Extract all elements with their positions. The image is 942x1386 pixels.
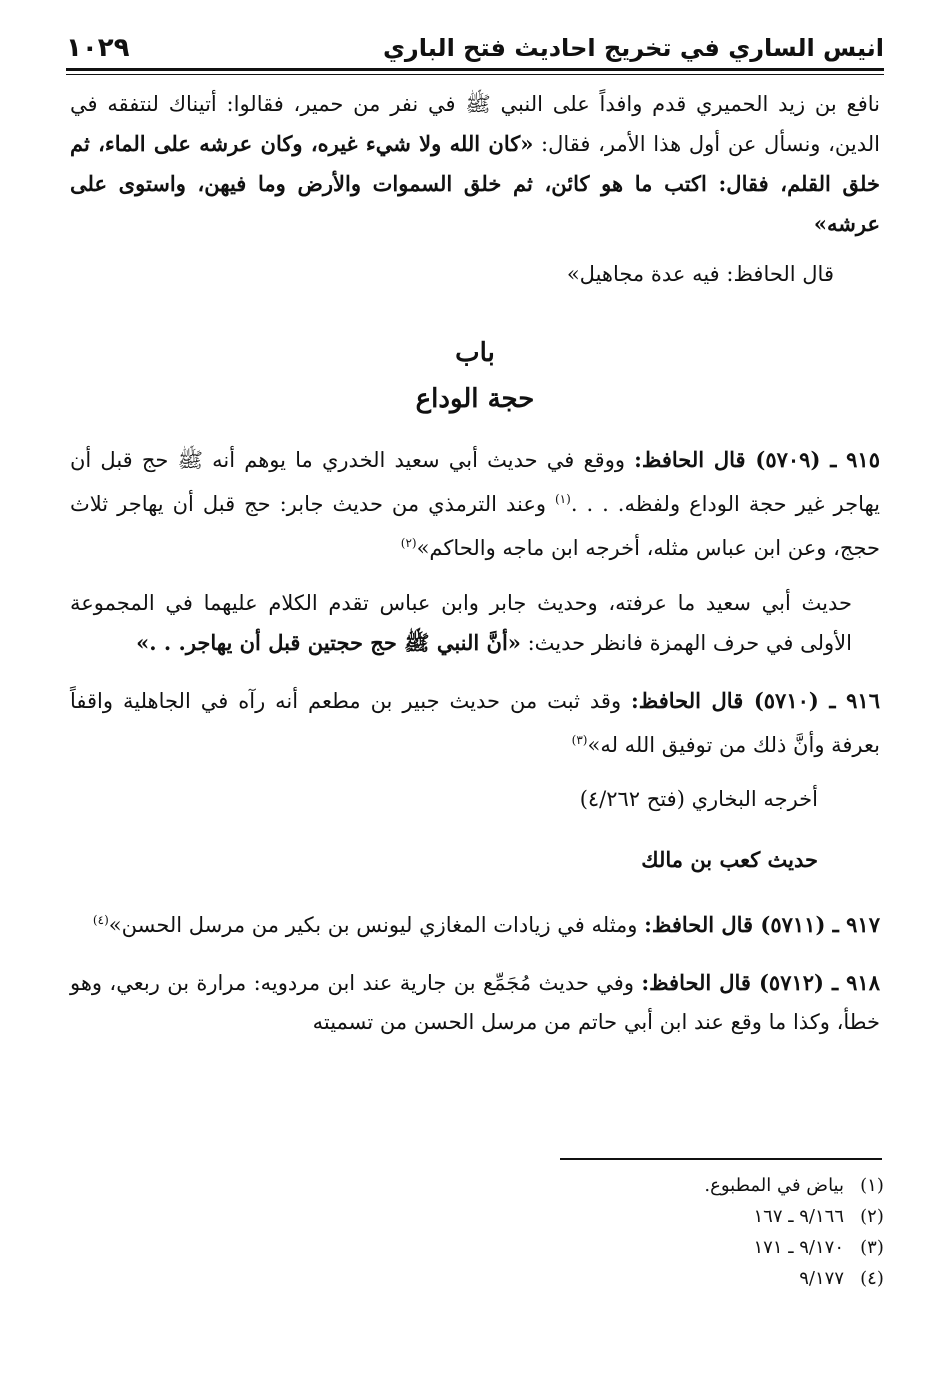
intro-quote: «كان الله ولا شيء غيره، وكان عرشه على الماء، ثم خلق القلم، فقال: اكتب ما هو كائن، ثم خلق السموات والأرض وما فيهن، واستوى على عرشه» bbox=[70, 131, 880, 236]
footnote-rule bbox=[560, 1158, 882, 1160]
header-rule bbox=[66, 68, 884, 71]
entry-lead: ٩١٥ ـ (٥٧٠٩) قال الحافظ: bbox=[634, 447, 880, 472]
entry-body: وفي حديث مُجَمِّع بن جارية عند ابن مردويه: مرارة بن ربعي، وهو خطأ، وكذا ما وقع عند ابن أبي حاتم من مرسل الحسن من تسميته bbox=[70, 971, 880, 1034]
comment-quote: «أنَّ النبي ﷺ حج حجتين قبل أن يهاجر. . .» bbox=[136, 630, 521, 655]
intro-paragraph bbox=[70, 85, 880, 244]
entry-text bbox=[70, 681, 880, 765]
footnote-text: بياض في المطبوع. bbox=[704, 1175, 844, 1196]
entry-body: ومثله في زيادات المغازي ليونس بن بكير من مرسل الحسن» bbox=[108, 913, 645, 937]
header-rule-thin bbox=[66, 74, 884, 75]
takhrij: أخرجه البخاري (فتح ٤/٢٦٢) bbox=[579, 787, 818, 811]
hafiz-note: قال الحافظ: فيه عدة مجاهيل» bbox=[566, 262, 834, 286]
entry-body: وقد ثبت من حديث جبير بن مطعم أنه رآه في الجاهلية واقفاً بعرفة وأنَّ ذلك من توفيق الله له» bbox=[70, 689, 880, 757]
footnote-ref: (٢) bbox=[400, 536, 417, 550]
footnote-ref: (٣) bbox=[571, 733, 588, 747]
entry-text bbox=[70, 963, 880, 1042]
footnote-number: (٤) bbox=[860, 1268, 884, 1289]
entry-915 bbox=[70, 440, 880, 663]
footnotes bbox=[488, 1170, 888, 1294]
entry-body: ووقع في حديث أبي سعيد الخدري ما يوهم أنه ﷺ حج قبل أن يهاجر غير حجة الوداع ولفظه. . . . bbox=[70, 448, 880, 516]
footnote-number: (٣) bbox=[860, 1237, 884, 1258]
intro-text: نافع بن زيد الحميري قدم وافداً على النبي ﷺ في نفر من حمير، فقالوا: أتيناك لنتفقه في الدين، ونسأل عن أول هذا الأمر، فقال: bbox=[70, 92, 881, 156]
footnote bbox=[488, 1263, 888, 1294]
entry-text bbox=[70, 901, 880, 945]
entry-918 bbox=[70, 963, 880, 1042]
footnote-ref: (١) bbox=[554, 492, 571, 506]
book-title: انيس الساري في تخريج احاديث فتح الباري bbox=[382, 34, 884, 62]
comment-text: حديث أبي سعيد ما عرفته، وحديث جابر وابن عباس تقدم الكلام عليهما في المجموعة الأولى في حرف الهمزة فانظر حديث: bbox=[70, 591, 852, 655]
main-text bbox=[70, 85, 880, 1042]
entry-body-2: وعند الترمذي من حديث جابر: حج قبل أن يهاجر ثلاث حجج، وعن ابن عباس مثله، أخرجه ابن ماجه والحاكم» bbox=[70, 492, 880, 560]
page-number: ١٠٢٩ bbox=[66, 33, 130, 63]
entry-text bbox=[70, 440, 880, 568]
footnote-ref: (٤) bbox=[92, 913, 109, 927]
chapter-title: حجة الوداع bbox=[415, 384, 535, 414]
footnote-text: ٩/١٧٧ bbox=[799, 1268, 844, 1289]
entry-916 bbox=[70, 681, 880, 880]
footnote bbox=[488, 1170, 888, 1201]
footnote bbox=[488, 1232, 888, 1263]
footnote bbox=[488, 1201, 888, 1232]
footnote-number: (١) bbox=[860, 1175, 884, 1196]
footnote-text: ٩/١٦٦ ـ ١٦٧ bbox=[753, 1206, 844, 1227]
chapter-bab: باب bbox=[455, 338, 495, 368]
subtitle: حديث كعب بن مالك bbox=[641, 847, 818, 872]
entry-lead: ٩١٨ ـ (٥٧١٢) قال الحافظ: bbox=[641, 970, 880, 995]
footnote-number: (٢) bbox=[860, 1206, 884, 1227]
entry-917 bbox=[70, 901, 880, 945]
footnote-text: ٩/١٧٠ ـ ١٧١ bbox=[753, 1237, 844, 1258]
entry-comment bbox=[70, 584, 880, 663]
running-header bbox=[66, 30, 884, 66]
entry-lead: ٩١٧ ـ (٥٧١١) قال الحافظ: bbox=[644, 912, 880, 937]
entry-lead: ٩١٦ ـ (٥٧١٠) قال الحافظ: bbox=[631, 688, 880, 713]
